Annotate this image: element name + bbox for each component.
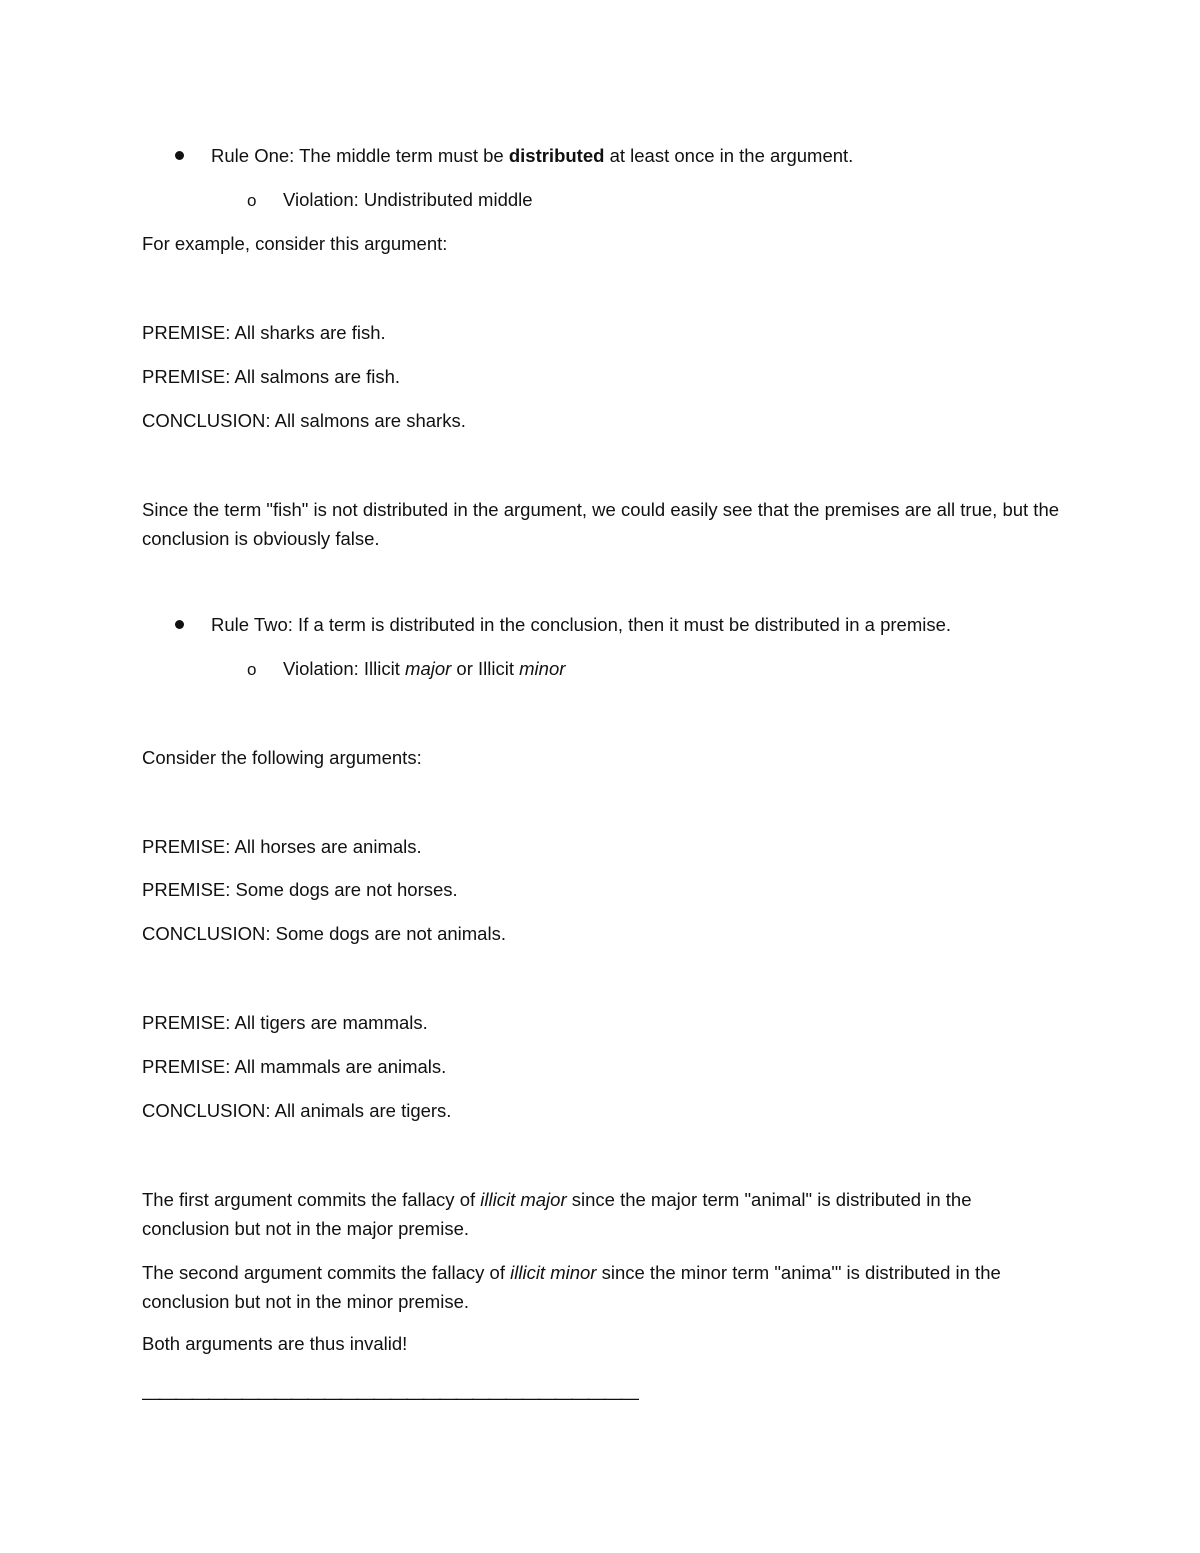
- argument-three-premise-2: PREMISE: All mammals are animals.: [142, 1056, 447, 1077]
- explanation-three-a: The second argument commits the fallacy of: [142, 1262, 511, 1283]
- violation-minor: minor: [519, 658, 566, 679]
- rule-one-bold: distributed: [508, 145, 605, 166]
- rule-one-label: Rule One: The middle term must be: [211, 145, 509, 166]
- argument-two-premise-2: PREMISE: Some dogs are not horses.: [142, 879, 458, 900]
- closing-line: Both arguments are thus invalid!: [142, 1333, 408, 1354]
- intro-one: For example, consider this argument:: [142, 233, 448, 254]
- explanation-three-c: since the minor term "anima'" is distributed in the conclusion but not in the minor premise.: [142, 1262, 1001, 1312]
- argument-one-conclusion: CONCLUSION: All salmons are sharks.: [142, 410, 466, 431]
- argument-three-conclusion: CONCLUSION: All animals are tigers.: [142, 1100, 452, 1121]
- intro-two: Consider the following arguments:: [142, 747, 422, 768]
- argument-one-premise-2: PREMISE: All salmons are fish.: [142, 366, 401, 387]
- sub-bullet-icon: o: [247, 660, 257, 679]
- argument-two-premise-1: PREMISE: All horses are animals.: [142, 836, 422, 857]
- bullet-icon: [175, 151, 184, 160]
- violation-major: major: [405, 658, 452, 679]
- rule-two-violation: [283, 658, 565, 680]
- rule-one: [211, 145, 853, 167]
- violation-mid: or Illicit: [451, 658, 520, 679]
- violation-prefix: Violation: Illicit: [283, 658, 406, 679]
- bullet-icon: [175, 620, 184, 629]
- explanation-three-italic: illicit minor: [510, 1262, 597, 1283]
- argument-one-premise-1: PREMISE: All sharks are fish.: [142, 322, 386, 343]
- rule-one-rest: at least once in the argument.: [604, 145, 854, 166]
- rule-two: Rule Two: If a term is distributed in the conclusion, then it must be distributed in a premise.: [211, 614, 952, 635]
- sub-bullet-icon: o: [247, 191, 257, 210]
- explanation-one: Since the term "fish" is not distributed in the argument, we could easily see that the premises are all true, but the conclusion is obviously false.: [142, 499, 1060, 549]
- explanation-two-c: since the major term "animal" is distributed in the conclusion but not in the major premise.: [142, 1189, 972, 1239]
- explanation-two-italic: illicit major: [480, 1189, 567, 1210]
- argument-three-premise-1: PREMISE: All tigers are mammals.: [142, 1012, 428, 1033]
- explanation-two-a: The first argument commits the fallacy of: [142, 1189, 481, 1210]
- argument-two-conclusion: CONCLUSION: Some dogs are not animals.: [142, 923, 506, 944]
- explanation-two: [142, 1185, 1062, 1243]
- rule-one-violation: Violation: Undistributed middle: [283, 189, 533, 210]
- explanation-three: [142, 1258, 1062, 1316]
- separator-line: ——————————————————————————————: [142, 1387, 637, 1408]
